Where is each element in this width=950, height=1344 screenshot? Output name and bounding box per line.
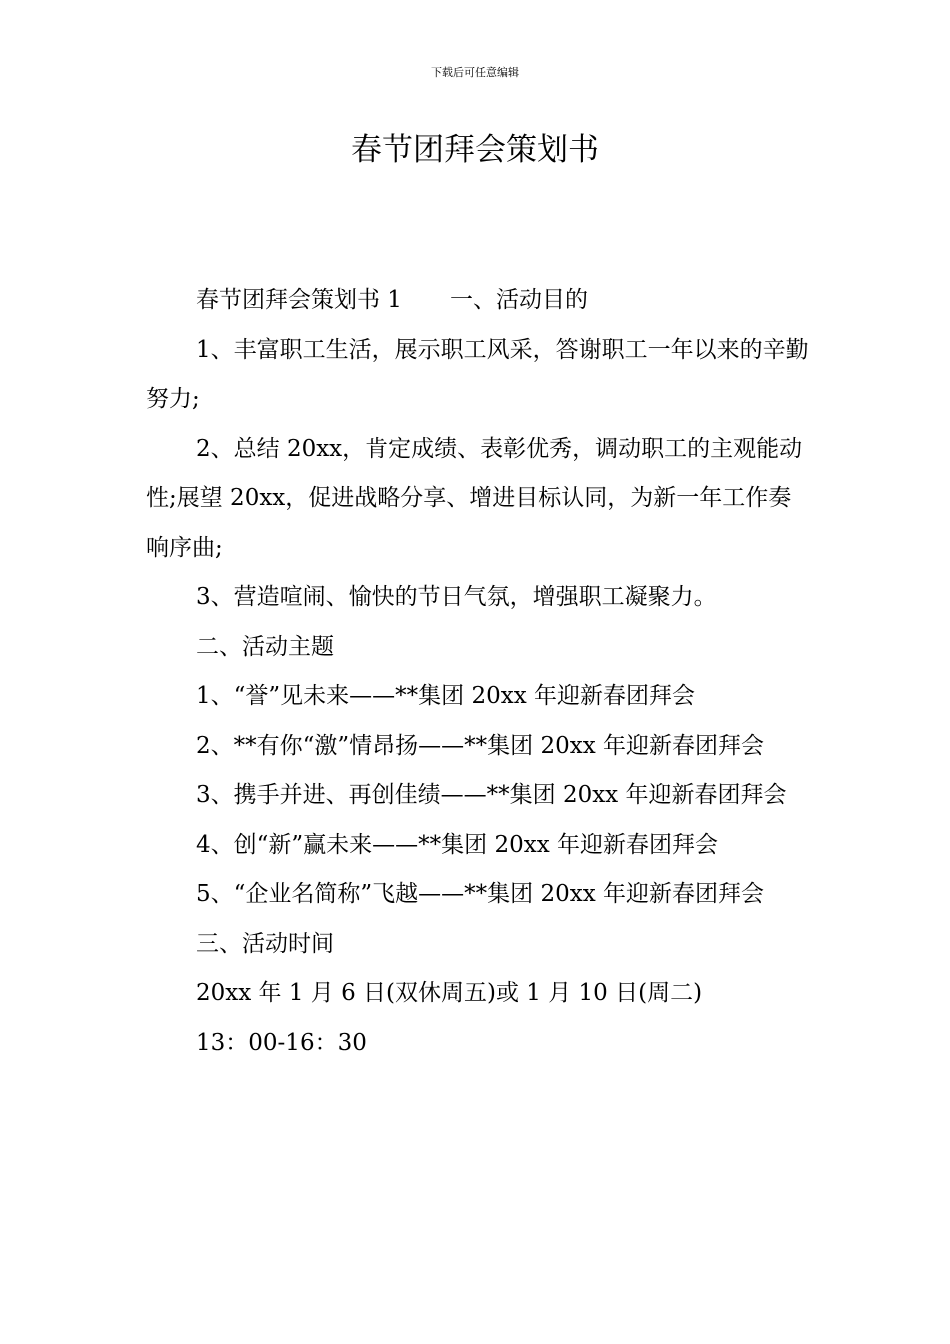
theme-item-3: 3、携手并进、再创佳绩——**集团 20xx 年迎新春团拜会 (196, 782, 787, 808)
intro-label: 春节团拜会策划书 1 (196, 287, 402, 313)
document-title: 春节团拜会策划书 (351, 132, 599, 168)
time-date: 20xx 年 1 月 6 日(双休周五)或 1 月 10 日(周二) (196, 980, 703, 1006)
section-heading-theme: 二、活动主题 (196, 633, 334, 660)
section-heading-time: 三、活动时间 (196, 930, 334, 957)
section-heading-purpose: 一、活动目的 (449, 287, 588, 313)
document-body (146, 276, 810, 1068)
theme-item-4: 4、创“新”赢未来——**集团 20xx 年迎新春团拜会 (196, 831, 718, 858)
header-note: 下载后可任意编辑 (431, 66, 519, 79)
purpose-item-1: 1、丰富职工生活，展示职工风采，答谢职工一年以来的辛勤努力; (146, 336, 809, 412)
theme-item-2: 2、**有你“激”情昂扬——**集团 20xx 年迎新春团拜会 (196, 732, 764, 759)
intro-paragraph (146, 276, 810, 326)
time-hours: 13：00-16：30 (196, 1029, 367, 1056)
theme-item-1: 1、“誉”见未来——**集团 20xx 年迎新春团拜会 (196, 683, 695, 709)
purpose-item-2: 2、总结 20xx，肯定成绩、表彰优秀，调动职工的主观能动性;展望 20xx，促进战略分享、增进目标认同，为新一年工作奏响序曲; (146, 435, 803, 561)
theme-item-5: 5、“企业名简称”飞越——**集团 20xx 年迎新春团拜会 (196, 881, 764, 907)
purpose-item-3: 3、营造喧闹、愉快的节日气氛，增强职工凝聚力。 (196, 584, 717, 610)
